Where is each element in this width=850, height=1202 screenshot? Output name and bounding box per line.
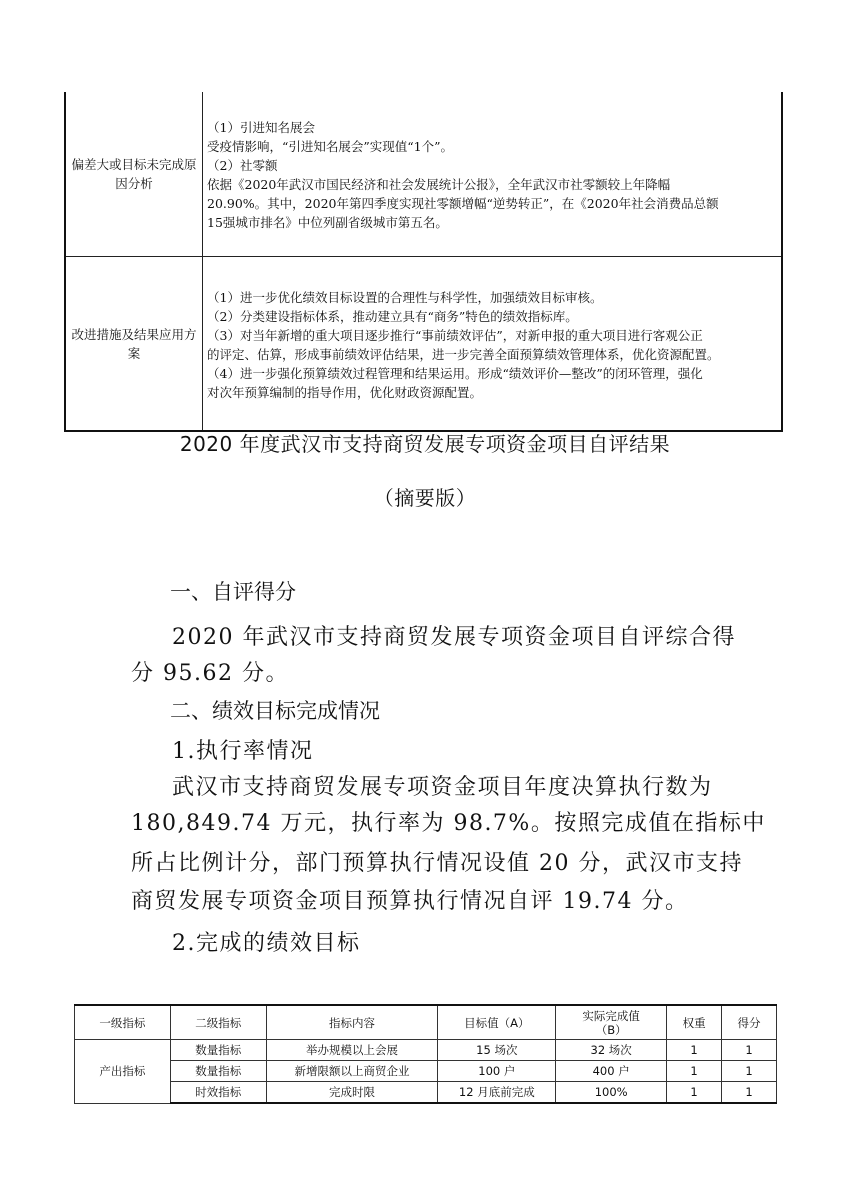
section2-subheading: 2.完成的绩效目标 xyxy=(172,931,361,956)
analysis-row-deviation xyxy=(65,92,782,257)
text-line: 15强城市排名》中位列副省级城市第五名。 xyxy=(207,215,448,230)
analysis-table xyxy=(64,92,783,432)
analysis-label-improvement: 改进措施及结果应用方案 xyxy=(65,257,203,432)
table-cell: 完成时限 xyxy=(266,1082,438,1104)
table-cell: 12 月底前完成 xyxy=(438,1082,556,1104)
table-row xyxy=(75,1082,777,1104)
table-cell: 新增限额以上商贸企业 xyxy=(266,1061,438,1082)
table-cell: 时效指标 xyxy=(170,1082,266,1104)
text-line: 对次年预算编制的指导作用，优化财政资源配置。 xyxy=(207,384,483,400)
table-cell: 100 户 xyxy=(438,1061,556,1082)
section1-heading: 一、自评得分 xyxy=(170,580,296,604)
table-header: 权重 xyxy=(667,1005,722,1040)
section2-line: 180,849.74 万元，执行率为 98.7%。按照完成值在指标中 xyxy=(131,811,766,836)
section2-line: 武汉市支持商贸发展专项资金项目年度决算执行数为 xyxy=(172,775,713,800)
analysis-label-deviation: 偏差大或目标未完成原因分析 xyxy=(65,92,203,257)
table-header: 指标内容 xyxy=(266,1005,438,1040)
table-header: 一级指标 xyxy=(75,1005,171,1040)
text-line: （3）对当年新增的重大项目逐步推行“事前绩效评估”，对新申报的重大项目进行客观公正 xyxy=(207,327,703,343)
section2-subheading: 1.执行率情况 xyxy=(172,739,314,764)
section2-line: 商贸发展专项资金项目预算执行情况自评 19.74 分。 xyxy=(131,889,689,914)
table-cell: 数量指标 xyxy=(170,1061,266,1082)
table-header: 实际完成值（B） xyxy=(556,1005,667,1040)
text-line: 依据《2020年武汉市国民经济和社会发展统计公报》，全年武汉市社零额较上年降幅 xyxy=(207,177,671,192)
table-cell: 100% xyxy=(556,1082,667,1104)
text-line: 20.90%。其中，2020年第四季度实现社零额增幅“逆势转正”，在《2020年社会消费品总额 xyxy=(207,196,719,211)
table-cell: 1 xyxy=(722,1082,777,1104)
analysis-content-deviation xyxy=(203,92,783,257)
section2-line: 所占比例计分，部门预算执行情况设值 20 分，武汉市支持 xyxy=(131,851,743,876)
table-group-label: 产出指标 xyxy=(75,1040,171,1104)
table-row xyxy=(75,1040,777,1061)
table-cell: 1 xyxy=(722,1061,777,1082)
text-line: （2）社零额 xyxy=(207,158,278,173)
table-cell: 1 xyxy=(667,1082,722,1104)
table-cell: 32 场次 xyxy=(556,1040,667,1061)
section1-line: 分 95.62 分。 xyxy=(131,661,289,686)
analysis-row-improvement xyxy=(65,257,782,432)
text-line: （4）进一步强化预算绩效过程管理和结果运用。形成“绩效评价—整改”的闭环管理，强化 xyxy=(207,365,703,381)
table-header: 得分 xyxy=(722,1005,777,1040)
table-cell: 15 场次 xyxy=(438,1040,556,1061)
table-cell: 1 xyxy=(667,1061,722,1082)
table-header-row xyxy=(75,1005,777,1040)
text-line: 受疫情影响，“引进知名展会”实现值“1个”。 xyxy=(207,139,454,154)
text-line: （1）进一步优化绩效目标设置的合理性与科学性，加强绩效目标审核。 xyxy=(207,289,603,305)
table-cell: 400 户 xyxy=(556,1061,667,1082)
table-row xyxy=(75,1061,777,1082)
table-cell: 举办规模以上会展 xyxy=(266,1040,438,1061)
document-title: 2020 年度武汉市支持商贸发展专项资金项目自评结果 xyxy=(179,432,671,456)
analysis-content-improvement xyxy=(203,257,783,432)
document-subtitle: （摘要版） xyxy=(373,486,477,510)
text-line: 的评定、估算，形成事前绩效评估结果，进一步完善全面预算绩效管理体系，优化资源配置。 xyxy=(207,346,720,362)
table-header: 二级指标 xyxy=(170,1005,266,1040)
table-cell: 数量指标 xyxy=(170,1040,266,1061)
section1-line: 2020 年武汉市支持商贸发展专项资金项目自评综合得 xyxy=(172,625,736,650)
text-line: （2）分类建设指标体系，推动建立具有“商务”特色的绩效指标库。 xyxy=(207,308,578,324)
table-cell: 1 xyxy=(667,1040,722,1061)
section2-heading: 二、绩效目标完成情况 xyxy=(170,699,380,723)
text-line: （1）引进知名展会 xyxy=(207,120,315,135)
performance-table xyxy=(74,1004,777,1104)
table-cell: 1 xyxy=(722,1040,777,1061)
table-header: 目标值（A） xyxy=(438,1005,556,1040)
